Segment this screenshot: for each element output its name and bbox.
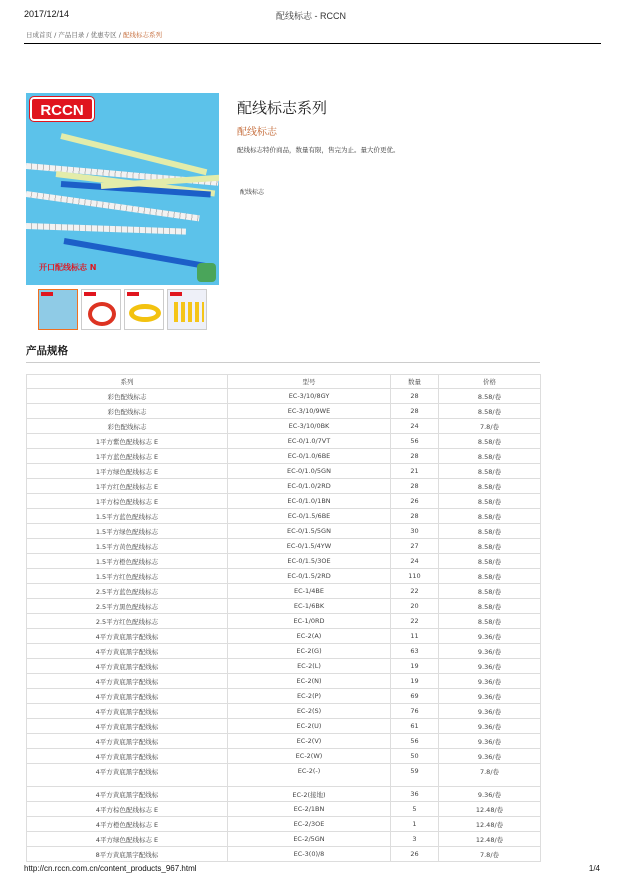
col-header-model: 型号 [228,375,390,388]
cell-price: 8.58/卷 [439,389,540,403]
cell-quantity: 76 [391,704,438,718]
cell-model: EC-1/6BK [228,599,390,613]
cell-price: 9.36/卷 [439,787,540,801]
cell-model: EC-2(接地) [228,787,390,801]
cell-model: EC-0/1.0/1BN [228,494,390,508]
product-main-image[interactable] [26,93,219,285]
table-row [27,539,540,553]
cell-quantity: 28 [391,479,438,493]
cell-series: 4平方黄底黑字配线标 [27,644,227,658]
table-row [27,584,540,598]
cell-price: 7.8/卷 [439,847,540,861]
cell-model: EC-0/1.0/6BE [228,449,390,463]
cell-series: 4平方黄底黑字配线标 [27,689,227,703]
page-title: 配线标志 - RCCN [276,11,346,21]
table-row [27,554,540,568]
spec-section-title: 产品规格 [26,345,68,357]
cell-series: 2.5平方红色配线标志 [27,614,227,628]
breadcrumb-home[interactable]: 日成首页 [26,31,52,39]
cell-series: 彩色配线标志 [27,404,227,418]
cell-series: 1平方棕色配线标志 E [27,494,227,508]
cell-price: 8.58/卷 [439,599,540,613]
cell-series: 彩色配线标志 [27,419,227,433]
product-description: 配线标志特价商品，数量有限，售完为止。量大价更优。 [237,146,400,154]
cell-model: EC-0/1.5/5GN [228,524,390,538]
cell-model: EC-3/10/8GY [228,389,390,403]
cell-quantity: 27 [391,539,438,553]
page-number: 1/4 [588,864,600,873]
table-row [27,787,540,801]
cell-quantity: 69 [391,689,438,703]
cell-quantity: 3 [391,832,438,846]
breadcrumb-sep: / [116,31,123,39]
table-row [27,434,540,448]
cell-quantity: 19 [391,659,438,673]
cell-quantity: 24 [391,419,438,433]
cell-price: 7.8/卷 [439,419,540,433]
product-tag[interactable]: 配线标志 [240,189,265,196]
image-caption: 开口配线标志 N [39,263,97,272]
cell-model: EC-0/1.0/2RD [228,479,390,493]
cell-series: 1.5平方橙色配线标志 [27,554,227,568]
cell-price: 12.48/卷 [439,832,540,846]
cell-price: 8.58/卷 [439,464,540,478]
table-row [27,614,540,628]
cell-price: 8.58/卷 [439,614,540,628]
rccn-logo: RCCN [30,97,94,121]
cell-model: EC-0/1.0/5GN [228,464,390,478]
table-row [27,719,540,733]
breadcrumb-catalog[interactable]: 产品目录 [58,31,85,39]
cell-model: EC-2(N) [228,674,390,688]
cell-quantity: 26 [391,494,438,508]
cell-series: 4平方黄底黑字配线标 [27,734,227,748]
cell-price: 8.58/卷 [439,554,540,568]
cell-series: 2.5平方黑色配线标志 [27,599,227,613]
cell-quantity: 61 [391,719,438,733]
cell-quantity: 24 [391,554,438,568]
table-row [27,817,540,831]
thumbnail-2[interactable] [81,289,121,330]
cell-model: EC-2(P) [228,689,390,703]
cell-quantity: 19 [391,674,438,688]
breadcrumb-sep: / [84,31,91,39]
cell-series: 彩色配线标志 [27,389,227,403]
cell-series: 4平方黄底黑字配线标 [27,787,227,801]
cell-price: 8.58/卷 [439,539,540,553]
cell-price: 8.58/卷 [439,524,540,538]
cell-price: 9.36/卷 [439,629,540,643]
table-row [27,764,540,786]
cell-model: EC-3/10/9WE [228,404,390,418]
thumbnail-4[interactable] [167,289,207,330]
breadcrumb-deals[interactable]: 优惠专区 [90,31,117,39]
cell-price: 7.8/卷 [439,764,540,786]
cell-model: EC-0/1.5/3OE [228,554,390,568]
footer-url: http://cn.rccn.com.cn/content_products_967.html [24,864,197,873]
cell-quantity: 50 [391,749,438,763]
cell-model: EC-2/3OE [228,817,390,831]
table-row [27,749,540,763]
cell-price: 9.36/卷 [439,689,540,703]
cell-model: EC-2(V) [228,734,390,748]
table-row [27,832,540,846]
cell-price: 8.58/卷 [439,584,540,598]
cell-model: EC-0/1.5/6BE [228,509,390,523]
table-row [27,674,540,688]
cell-price: 8.58/卷 [439,434,540,448]
table-row [27,404,540,418]
cell-series: 4平方橙色配线标志 E [27,817,227,831]
product-title: 配线标志系列 [237,99,328,117]
table-row [27,464,540,478]
eco-leaf-icon [197,263,216,282]
cell-model: EC-2(-) [228,764,390,786]
cell-series: 4平方黄底黑字配线标 [27,659,227,673]
cell-model: EC-2(A) [228,629,390,643]
product-subtitle: 配线标志 [237,127,277,138]
table-row [27,494,540,508]
section-divider [26,362,540,363]
cell-quantity: 28 [391,509,438,523]
thumbnail-1[interactable] [38,289,78,330]
cell-price: 8.58/卷 [439,494,540,508]
table-row [27,449,540,463]
cell-quantity: 28 [391,389,438,403]
cell-price: 8.58/卷 [439,509,540,523]
cell-model: EC-2/1BN [228,802,390,816]
table-header-row [27,375,540,388]
cell-quantity: 21 [391,464,438,478]
spec-table [26,374,541,862]
col-header-series: 系列 [27,375,227,388]
cell-model: EC-3(0)/8 [228,847,390,861]
cell-series: 1.5平方蓝色配线标志 [27,509,227,523]
cell-model: EC-2(S) [228,704,390,718]
cell-price: 8.58/卷 [439,569,540,583]
cell-series: 8平方黄底黑字配线标 [27,847,227,861]
cell-series: 4平方黄底黑字配线标 [27,764,227,786]
cell-quantity: 5 [391,802,438,816]
table-row [27,569,540,583]
cell-series: 1.5平方绿色配线标志 [27,524,227,538]
cell-quantity: 26 [391,847,438,861]
cell-price: 8.58/卷 [439,479,540,493]
table-row [27,644,540,658]
cell-quantity: 28 [391,404,438,418]
print-date: 2017/12/14 [24,9,70,19]
thumbnail-3[interactable] [124,289,164,330]
cell-series: 1.5平方红色配线标志 [27,569,227,583]
cell-series: 1.5平方黄色配线标志 [27,539,227,553]
cell-model: EC-2/5GN [228,832,390,846]
cell-series: 4平方黄底黑字配线标 [27,629,227,643]
cell-quantity: 11 [391,629,438,643]
table-row [27,659,540,673]
table-row [27,734,540,748]
col-header-price: 价格 [439,375,540,388]
cell-model: EC-2(L) [228,659,390,673]
cell-quantity: 1 [391,817,438,831]
cell-model: EC-2(G) [228,644,390,658]
header-divider [24,43,601,44]
cell-series: 1平方紫色配线标志 E [27,434,227,448]
cell-model: EC-0/1.5/2RD [228,569,390,583]
cell-series: 1平方绿色配线标志 E [27,464,227,478]
table-row [27,419,540,433]
cell-quantity: 110 [391,569,438,583]
cell-quantity: 30 [391,524,438,538]
cell-price: 12.48/卷 [439,817,540,831]
cell-quantity: 63 [391,644,438,658]
cell-price: 9.36/卷 [439,674,540,688]
cell-price: 9.36/卷 [439,644,540,658]
cell-model: EC-2(U) [228,719,390,733]
cell-price: 8.58/卷 [439,449,540,463]
cell-series: 1平方红色配线标志 E [27,479,227,493]
cell-quantity: 22 [391,584,438,598]
table-row [27,599,540,613]
cell-price: 8.58/卷 [439,404,540,418]
col-header-quantity: 数量 [391,375,438,388]
cell-series: 4平方黄底黑字配线标 [27,704,227,718]
cell-model: EC-0/1.0/7VT [228,434,390,448]
cell-price: 9.36/卷 [439,734,540,748]
table-row [27,524,540,538]
cell-model: EC-0/1.5/4YW [228,539,390,553]
cell-quantity: 59 [391,764,438,786]
cell-series: 4平方黄底黑字配线标 [27,674,227,688]
cell-series: 2.5平方蓝色配线标志 [27,584,227,598]
breadcrumb-sep: / [52,31,59,39]
cell-quantity: 36 [391,787,438,801]
cell-series: 4平方黄底黑字配线标 [27,719,227,733]
cell-series: 4平方棕色配线标志 E [27,802,227,816]
table-row [27,802,540,816]
cell-series: 4平方绿色配线标志 E [27,832,227,846]
table-row [27,389,540,403]
cell-quantity: 56 [391,434,438,448]
cell-model: EC-1/0RD [228,614,390,628]
table-row [27,689,540,703]
cell-price: 9.36/卷 [439,719,540,733]
cell-quantity: 20 [391,599,438,613]
cell-quantity: 22 [391,614,438,628]
breadcrumb [26,30,162,39]
cell-model: EC-1/4BE [228,584,390,598]
breadcrumb-current: 配线标志系列 [122,31,162,39]
cell-price: 12.48/卷 [439,802,540,816]
cell-series: 1平方蓝色配线标志 E [27,449,227,463]
cell-model: EC-3/10/0BK [228,419,390,433]
cell-series: 4平方黄底黑字配线标 [27,749,227,763]
cell-model: EC-2(W) [228,749,390,763]
table-row [27,847,540,861]
table-row [27,704,540,718]
cell-quantity: 28 [391,449,438,463]
cell-price: 9.36/卷 [439,704,540,718]
table-row [27,509,540,523]
table-row [27,629,540,643]
cell-price: 9.36/卷 [439,749,540,763]
cell-quantity: 56 [391,734,438,748]
cell-price: 9.36/卷 [439,659,540,673]
thumbnail-strip [38,289,207,330]
table-row [27,479,540,493]
